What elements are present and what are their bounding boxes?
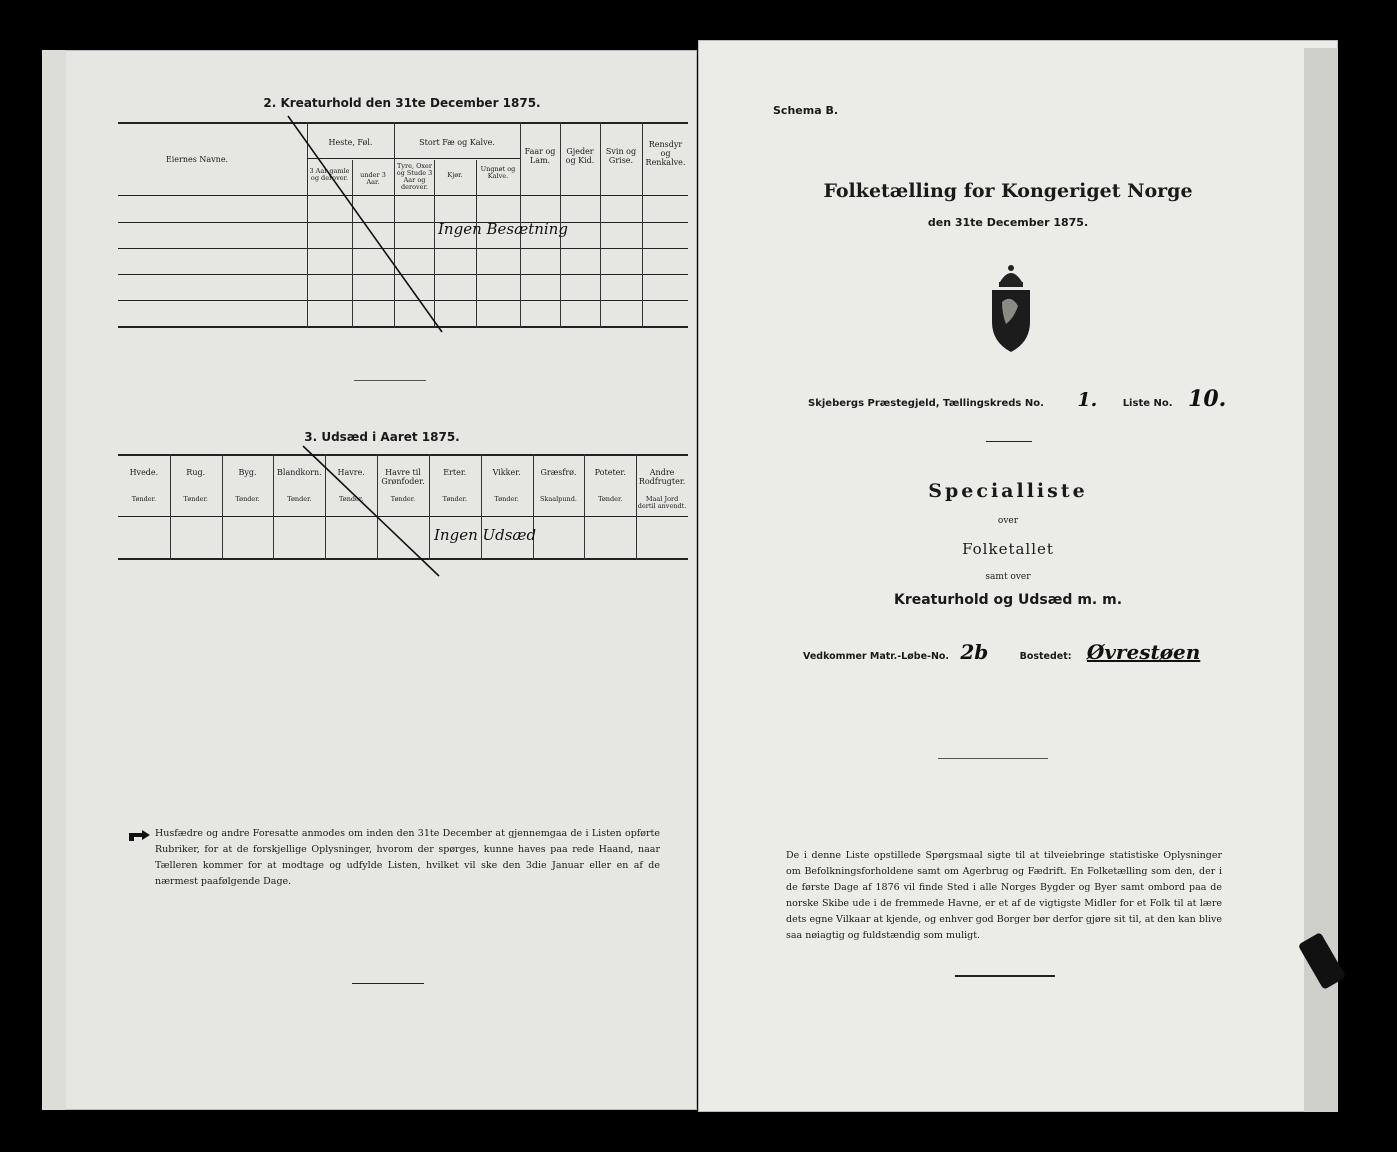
schema-label: Schema B. xyxy=(773,104,839,117)
sowing-col-name: Havre. xyxy=(337,468,365,477)
folketallet-heading: Folketallet xyxy=(962,540,1054,558)
bostedet-value: Øvrestøen xyxy=(1086,640,1201,664)
section2-title: 2. Kreaturhold den 31te December 1875. xyxy=(263,96,541,110)
sowing-col-unit: Tønder. xyxy=(338,495,364,503)
left-page xyxy=(42,50,697,1110)
col-stort-sub2: Kjør. xyxy=(447,171,463,179)
col-gjeder-header: Gjeder og Kid. xyxy=(565,147,595,165)
col-heste-sub2: under 3 Aar. xyxy=(360,171,386,186)
sowing-col-unit: Tønder. xyxy=(131,495,157,503)
cross-out-stroke xyxy=(297,440,447,590)
col-stort-header: Stort Fæ og Kalve. xyxy=(419,138,495,147)
district-number: 1. xyxy=(1077,389,1098,411)
sowing-col-name: Vikker. xyxy=(492,468,521,477)
sowing-col-name: Blandkorn. xyxy=(277,468,322,477)
coat-of-arms-icon xyxy=(986,262,1036,354)
sowing-col-unit: Tønder. xyxy=(287,495,312,503)
col-heste-header: Heste, Føl. xyxy=(328,138,373,147)
sowing-col-name: Poteter. xyxy=(594,468,626,477)
over-label: over xyxy=(997,516,1019,526)
handwritten-no-sowing: Ingen Udsæd xyxy=(434,526,537,544)
district-line xyxy=(808,386,1268,412)
sowing-col-unit: Tønder. xyxy=(442,495,468,503)
sowing-col-name: Hvede. xyxy=(129,468,159,477)
sowing-col-unit: Maal Jord dertil anvendt. xyxy=(637,495,687,510)
liste-number: 10. xyxy=(1188,386,1227,412)
sowing-col-name: Rug. xyxy=(186,468,206,477)
pointing-hand-icon xyxy=(128,828,150,842)
intro-paragraph: De i denne Liste opstillede Spørgsmaal sigte til at tilveiebringe statistiske Oplysninger om Befolkningsforholdene samt om Agerbrug og Fædrift. En Folketælling som den, der i de første Dage af 1876 vil finde Sted i alle Norges Bygder og Byer samt ombord paa de norske Skibe ude i de fremmede Havne, er et af de vigtigste Midler for et Folk til at lære dets egne Vilkaar at kjende, og enhver god Borger bør derfor gjøre sit til, at den kan blive saa nøiagtig og fuldstændig som muligt. xyxy=(786,850,1222,941)
sowing-col-unit: Tønder. xyxy=(494,495,519,503)
col-rensdyr-header: Rensdyr og Renkalve. xyxy=(645,140,686,167)
sowing-col-unit: Tønder. xyxy=(235,495,260,503)
bostedet-label: Bostedet: xyxy=(1019,651,1072,662)
liste-label: Liste No. xyxy=(1122,398,1173,409)
sowing-col-name: Byg. xyxy=(238,468,257,477)
matr-label: Vedkommer Matr.-Løbe-No. xyxy=(803,651,950,662)
divider xyxy=(352,983,424,984)
col-stort-sub1: Tyre, Oxer og Stude 3 Aar og derover. xyxy=(396,162,433,191)
district-label: Skjebergs Præstegjeld, Tællingskreds No. xyxy=(808,398,1044,409)
sowing-col-name: Havre til Grønfoder. xyxy=(381,468,425,486)
sowing-col-unit: Tønder. xyxy=(390,495,416,503)
specialliste-heading: Specialliste xyxy=(928,480,1088,502)
page-title: Folketælling for Kongeriget Norge xyxy=(823,180,1193,202)
handwritten-no-livestock: Ingen Besætning xyxy=(438,220,568,238)
samt-over-label: samt over xyxy=(985,572,1031,582)
sowing-col-unit: Tønder. xyxy=(183,495,208,503)
section3-title: 3. Udsæd i Aaret 1875. xyxy=(304,430,460,444)
divider xyxy=(986,441,1032,442)
col-faar-header: Faar og Lam. xyxy=(524,147,556,165)
matr-number: 2b xyxy=(960,640,989,664)
sowing-col-name: Andre Rodfrugter. xyxy=(638,468,686,486)
col-heste-sub1: 3 Aar gamle og derover. xyxy=(309,167,350,182)
sowing-col-name: Græsfrø. xyxy=(540,468,577,477)
page-subtitle: den 31te December 1875. xyxy=(927,216,1089,229)
right-page xyxy=(698,40,1338,1112)
cross-out-stroke xyxy=(282,110,462,340)
col-svin-header: Svin og Grise. xyxy=(605,147,637,165)
matr-line xyxy=(803,640,1273,664)
col-owner-header: Eiernes Navne. xyxy=(165,155,229,164)
notice-text: Husfædre og andre Foresatte anmodes om inden den 31te December at gjennemgaa de i Listen opførte Rubriker, for at de forskjellige Oplysninger, hvorom der spørges, kunne haves paa rede Haand, naar Tælleren kommer for at modtage og udfylde Listen, hvilket vil ske den 3die Januar eller en af de nærmest paafølgende Dage. xyxy=(155,828,660,887)
left-page-edge xyxy=(42,50,66,1110)
divider xyxy=(354,380,426,381)
sowing-col-name: Erter. xyxy=(443,468,467,477)
divider xyxy=(938,758,1048,759)
divider xyxy=(955,975,1055,977)
table-col-rule xyxy=(476,160,477,328)
col-stort-sub3: Ungnøt og Kalve. xyxy=(480,165,516,180)
sowing-col-unit: Skaalpund. xyxy=(539,495,577,503)
kreaturhold-heading: Kreaturhold og Udsæd m. m. xyxy=(893,592,1123,608)
sowing-col-unit: Tønder. xyxy=(598,495,623,503)
